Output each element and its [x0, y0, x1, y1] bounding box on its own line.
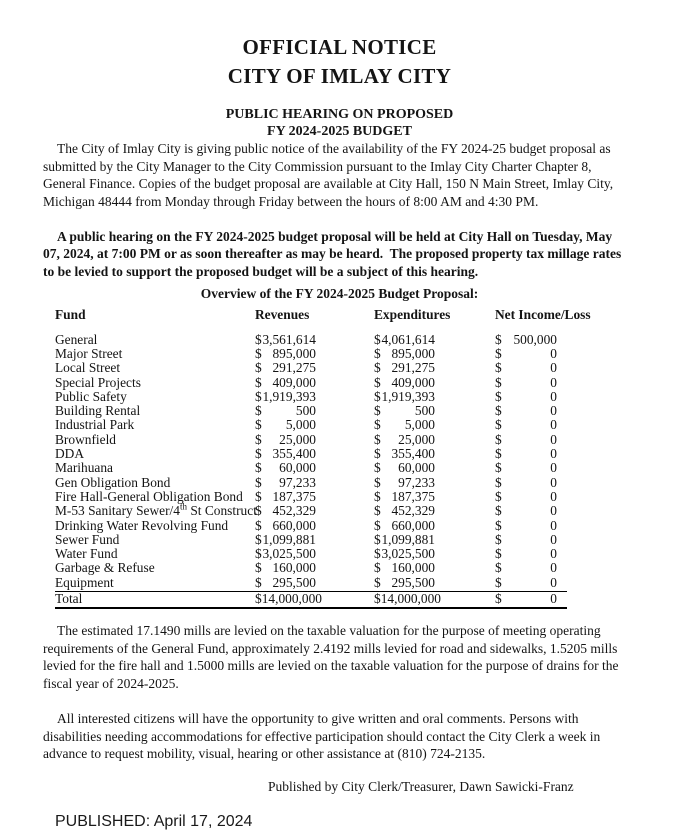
amount-cell [255, 547, 316, 561]
fund-name: Drinking Water Revolving Fund [55, 517, 229, 533]
amount-cell [374, 490, 435, 504]
amount-value: 660,000 [272, 517, 316, 533]
amount-cell [374, 404, 435, 418]
amount-value: 291,275 [272, 360, 316, 376]
amount-cell [255, 333, 316, 347]
currency-symbol: $ [495, 460, 502, 476]
amount-cell [495, 576, 557, 590]
amount-value: 14,000,000 [261, 590, 322, 606]
currency-symbol: $ [495, 546, 502, 562]
amount-value: 0 [550, 531, 557, 547]
currency-symbol: $ [374, 431, 381, 447]
amount-cell [374, 333, 435, 347]
amount-cell [255, 361, 316, 375]
amount-value: 295,500 [391, 574, 435, 590]
amount-value: 409,000 [391, 374, 435, 390]
amount-cell [374, 519, 435, 533]
table-row [55, 347, 567, 361]
amount-cell [374, 376, 435, 390]
amount-value: 1,919,393 [381, 388, 435, 404]
table-row [55, 501, 567, 519]
amount-value: 0 [550, 403, 557, 419]
amount-cell [255, 418, 316, 432]
currency-symbol: $ [495, 531, 502, 547]
amount-value: 295,500 [272, 574, 316, 590]
currency-symbol: $ [255, 374, 262, 390]
column-header-expenditures: Expenditures [374, 306, 451, 322]
amount-value: 500,000 [513, 331, 557, 347]
amount-value: 97,233 [279, 474, 316, 490]
currency-symbol: $ [255, 460, 262, 476]
amount-value: 25,000 [279, 431, 316, 447]
currency-symbol: $ [495, 331, 502, 347]
currency-symbol: $ [495, 431, 502, 447]
amount-cell [255, 576, 316, 590]
amount-cell [255, 476, 316, 490]
amount-cell [374, 390, 435, 404]
amount-value: 3,025,500 [262, 546, 316, 562]
comments-paragraph: All interested citizens will have the opportunity to give written and oral comments. Persons with disabilities needing accommodations for effective participation should contact the City Clerk a week in advance to request mobility, visual, hearing or other assistance at (810) 724-2135. [43, 711, 601, 762]
amount-cell [374, 533, 435, 547]
published-date-line: PUBLISHED: April 17, 2024 [55, 813, 253, 831]
table-row [55, 433, 567, 447]
currency-symbol: $ [374, 503, 381, 519]
currency-symbol: $ [374, 574, 381, 590]
amount-cell [495, 418, 557, 432]
table-row [55, 576, 567, 592]
amount-value: 60,000 [398, 460, 435, 476]
currency-symbol: $ [495, 403, 502, 419]
amount-cell [255, 447, 316, 461]
notice-title-line2: CITY OF IMLAY CITY [227, 64, 452, 88]
amount-value: 0 [550, 388, 557, 404]
amount-value: 25,000 [398, 431, 435, 447]
fund-name: Water Fund [55, 546, 118, 562]
amount-cell [374, 590, 441, 606]
currency-symbol: $ [495, 488, 502, 504]
currency-symbol: $ [255, 417, 262, 433]
notice-title [0, 33, 679, 91]
budget-table [55, 306, 591, 610]
currency-symbol: $ [255, 546, 262, 562]
currency-symbol: $ [495, 590, 502, 606]
amount-cell [495, 592, 557, 606]
amount-cell [495, 361, 557, 375]
amount-value: 187,375 [272, 488, 316, 504]
amount-cell [255, 490, 316, 504]
budget-table-title: Overview of the FY 2024-2025 Budget Proposal: [200, 285, 479, 301]
currency-symbol: $ [374, 388, 381, 404]
currency-symbol: $ [255, 431, 262, 447]
amount-value: 0 [550, 517, 557, 533]
table-row [55, 547, 567, 561]
currency-symbol: $ [495, 417, 502, 433]
notice-title-line1: OFFICIAL NOTICE [242, 35, 437, 59]
currency-symbol: $ [255, 331, 262, 347]
amount-cell [374, 576, 435, 590]
amount-value: 4,061,614 [381, 331, 435, 347]
amount-cell [255, 504, 316, 518]
currency-symbol: $ [255, 531, 262, 547]
currency-symbol: $ [255, 574, 262, 590]
amount-value: 3,561,614 [262, 331, 316, 347]
amount-cell [495, 519, 557, 533]
fund-name: DDA [55, 446, 85, 462]
currency-symbol: $ [374, 446, 381, 462]
currency-symbol: $ [495, 360, 502, 376]
amount-value: 0 [550, 374, 557, 390]
currency-symbol: $ [374, 474, 381, 490]
fund-name: Garbage & Refuse [55, 560, 155, 576]
currency-symbol: $ [255, 360, 262, 376]
budget-table-rows [55, 333, 567, 610]
table-row [55, 333, 567, 347]
amount-value: 1,919,393 [262, 388, 316, 404]
currency-symbol: $ [255, 446, 262, 462]
amount-value: 0 [550, 345, 557, 361]
currency-symbol: $ [495, 345, 502, 361]
amount-cell [374, 476, 435, 490]
fund-name: Industrial Park [55, 417, 135, 433]
amount-cell [255, 390, 316, 404]
fund-name: Building Rental [55, 403, 141, 419]
amount-value: 452,329 [272, 503, 316, 519]
amount-value: 160,000 [272, 560, 316, 576]
amount-cell [495, 376, 557, 390]
amount-cell [374, 461, 435, 475]
currency-symbol: $ [374, 560, 381, 576]
currency-symbol: $ [255, 388, 262, 404]
amount-cell [495, 490, 557, 504]
amount-value: 97,233 [398, 474, 435, 490]
currency-symbol: $ [495, 388, 502, 404]
table-row [55, 461, 567, 475]
amount-cell [495, 547, 557, 561]
amount-cell [374, 504, 435, 518]
fund-name: Public Safety [55, 388, 127, 404]
table-row [55, 361, 567, 375]
currency-symbol: $ [495, 517, 502, 533]
currency-symbol: $ [495, 574, 502, 590]
availability-paragraph: The City of Imlay City is giving public notice of the availability of the FY 2024-25 budget proposal as submitted by the City Manager to the City Commission pursuant to the Imlay City Charter Chapter 8, General Finance. Copies of the budget proposal are available at City Hall, 150 N Main Street, Imlay City, Michigan 48444 from Monday through Friday between the hours of 8:00 AM and 4:30 PM. [43, 141, 614, 209]
amount-value: 5,000 [285, 417, 316, 433]
amount-cell [374, 361, 435, 375]
table-row [55, 533, 567, 547]
amount-cell [374, 447, 435, 461]
amount-value: 355,400 [272, 446, 316, 462]
amount-value: 409,000 [272, 374, 316, 390]
amount-cell [374, 418, 435, 432]
fund-name: Marihuana [55, 460, 114, 476]
column-header-net-income-loss: Net Income/Loss [495, 306, 591, 322]
amount-value: 452,329 [391, 503, 435, 519]
currency-symbol: $ [374, 345, 381, 361]
amount-cell [374, 433, 435, 447]
currency-symbol: $ [255, 474, 262, 490]
fund-name: Local Street [55, 360, 121, 376]
currency-symbol: $ [374, 590, 381, 606]
amount-value: 0 [550, 503, 557, 519]
fund-name: Sewer Fund [55, 531, 120, 547]
amount-value: 895,000 [391, 345, 435, 361]
amount-cell [495, 333, 557, 347]
amount-value: 1,099,881 [262, 531, 316, 547]
fund-name: Major Street [55, 345, 123, 361]
amount-cell [255, 519, 316, 533]
amount-cell [255, 533, 316, 547]
amount-cell [374, 561, 435, 575]
currency-symbol: $ [255, 503, 262, 519]
fund-name: Special Projects [55, 374, 141, 390]
table-row [55, 561, 567, 575]
currency-symbol: $ [495, 474, 502, 490]
amount-cell [255, 404, 316, 418]
currency-symbol: $ [374, 488, 381, 504]
currency-symbol: $ [495, 503, 502, 519]
amount-value: 660,000 [391, 517, 435, 533]
amount-value: 160,000 [391, 560, 435, 576]
currency-symbol: $ [255, 345, 262, 361]
amount-value: 1,099,881 [381, 531, 435, 547]
currency-symbol: $ [495, 374, 502, 390]
budget-table-header [55, 306, 591, 322]
column-header-fund: Fund [55, 306, 86, 322]
amount-cell [255, 376, 316, 390]
notice-subtitle [0, 107, 679, 140]
currency-symbol: $ [374, 531, 381, 547]
table-row [55, 390, 567, 404]
notice-subtitle-line2: FY 2024-2025 BUDGET [267, 123, 412, 139]
amount-cell [495, 476, 557, 490]
closing-section [43, 622, 623, 795]
currency-symbol: $ [374, 460, 381, 476]
amount-value: 5,000 [404, 417, 435, 433]
amount-value: 500 [295, 403, 316, 419]
amount-value: 0 [550, 460, 557, 476]
fund-name: General [55, 331, 98, 347]
table-row [55, 519, 567, 533]
currency-symbol: $ [255, 560, 262, 576]
amount-cell [255, 561, 316, 575]
currency-symbol: $ [374, 403, 381, 419]
table-row [55, 476, 567, 490]
table-total-row [55, 592, 567, 610]
amount-value: 0 [550, 546, 557, 562]
table-row [55, 447, 567, 461]
amount-cell [495, 533, 557, 547]
notice-subtitle-line1: PUBLIC HEARING ON PROPOSED [225, 107, 454, 122]
amount-cell [495, 461, 557, 475]
amount-cell [255, 590, 322, 606]
currency-symbol: $ [374, 546, 381, 562]
fund-name: Equipment [55, 574, 114, 590]
table-row [55, 376, 567, 390]
amount-cell [255, 433, 316, 447]
currency-symbol: $ [255, 403, 262, 419]
amount-value: 3,025,500 [381, 546, 435, 562]
amount-value: 500 [414, 403, 435, 419]
amount-value: 0 [550, 474, 557, 490]
amount-value: 187,375 [391, 488, 435, 504]
fund-name: M-53 Sanitary Sewer/4th St Construct [55, 501, 257, 519]
amount-value: 291,275 [391, 360, 435, 376]
amount-value: 0 [550, 360, 557, 376]
amount-value: 355,400 [391, 446, 435, 462]
currency-symbol: $ [374, 331, 381, 347]
amount-value: 0 [550, 590, 557, 606]
intro-section [43, 140, 623, 281]
amount-value: 0 [550, 574, 557, 590]
fund-name: Brownfield [55, 431, 116, 447]
amount-value: 0 [550, 488, 557, 504]
amount-value: 0 [550, 417, 557, 433]
amount-cell [495, 390, 557, 404]
currency-symbol: $ [255, 488, 262, 504]
amount-cell [255, 347, 316, 361]
table-row [55, 404, 567, 418]
table-row [55, 418, 567, 432]
fund-name: Fire Hall-General Obligation Bond [55, 488, 243, 504]
currency-symbol: $ [374, 517, 381, 533]
amount-cell [374, 547, 435, 561]
amount-cell [255, 461, 316, 475]
currency-symbol: $ [374, 360, 381, 376]
amount-cell [495, 347, 557, 361]
amount-cell [495, 433, 557, 447]
hearing-paragraph: A public hearing on the FY 2024-2025 budget proposal will be held at City Hall on Tuesday, May 07, 2024, at 7:00 PM or as soon thereafter as may be heard. The proposed property tax millage rates to be levied to support the proposed budget will be a subject of this hearing. [43, 228, 622, 280]
currency-symbol: $ [255, 590, 262, 606]
column-header-revenues: Revenues [255, 306, 310, 322]
amount-value: 0 [550, 446, 557, 462]
currency-symbol: $ [255, 517, 262, 533]
published-by-line: Published by City Clerk/Treasurer, Dawn Sawicki-Franz [268, 778, 574, 794]
fund-name: Total [55, 590, 83, 606]
millage-paragraph: The estimated 17.1490 mills are levied on the taxable valuation for the purpose of meeting operating requirements of the General Fund, approximately 2.4192 mills levied for road and sidewalks, 1.5205 mills levied for the fire hall and 1.5000 mills are levied on the taxable valuation for the purpose of drains for the fiscal year of 2024-2025. [43, 623, 619, 691]
currency-symbol: $ [374, 417, 381, 433]
amount-cell [495, 404, 557, 418]
currency-symbol: $ [495, 560, 502, 576]
amount-cell [495, 561, 557, 575]
amount-cell [495, 504, 557, 518]
amount-value: 0 [550, 431, 557, 447]
amount-value: 60,000 [279, 460, 316, 476]
currency-symbol: $ [495, 446, 502, 462]
amount-cell [495, 447, 557, 461]
amount-value: 14,000,000 [380, 590, 441, 606]
currency-symbol: $ [374, 374, 381, 390]
amount-cell [374, 347, 435, 361]
amount-value: 895,000 [272, 345, 316, 361]
fund-name: Gen Obligation Bond [55, 474, 171, 490]
amount-value: 0 [550, 560, 557, 576]
